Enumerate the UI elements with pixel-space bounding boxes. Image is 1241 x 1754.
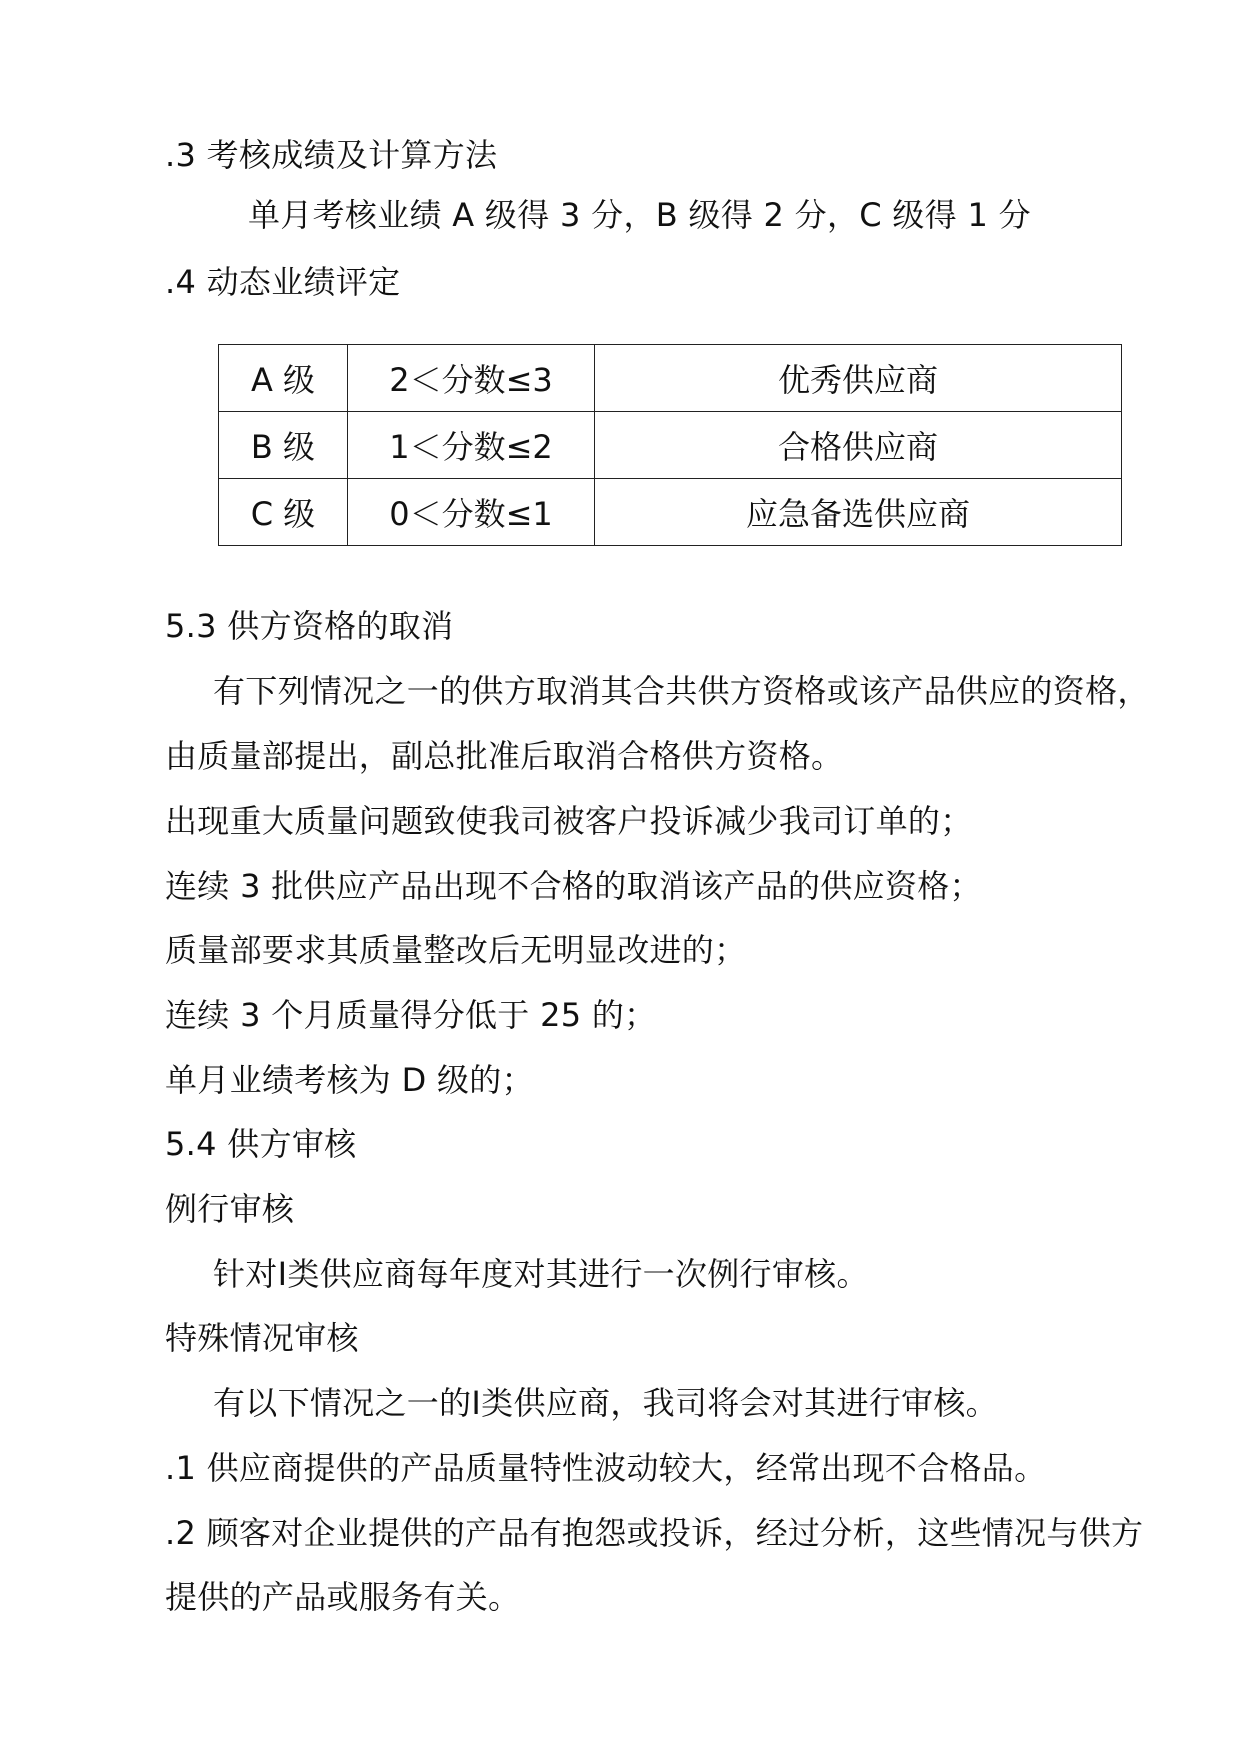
section-heading-assessment: .3 考核成绩及计算方法 [165,136,498,174]
range-cell: 0＜分数≤1 [348,479,595,546]
label-cell: 合格供应商 [595,412,1122,479]
special-audit-point-continued: 提供的产品或服务有关。 [165,1578,521,1616]
routine-audit-heading: 例行审核 [165,1190,295,1228]
cancel-intro-line1: 有下列情况之一的供方取消其合共供方资格或该产品供应的资格， [213,672,1150,710]
section-heading-audit: 5.4 供方审核 [165,1125,357,1163]
cancel-item: 出现重大质量问题致使我司被客户投诉减少我司订单的； [165,802,973,840]
label-cell: 优秀供应商 [595,345,1122,412]
section-heading-cancel: 5.3 供方资格的取消 [165,607,454,645]
cancel-item: 质量部要求其质量整改后无明显改进的； [165,931,747,969]
table-row [219,479,1122,546]
grade-cell: A 级 [219,345,348,412]
scoring-rule-text: 单月考核业绩 A 级得 3 分，B 级得 2 分，C 级得 1 分 [248,196,1031,234]
table-row [219,412,1122,479]
table-row [219,345,1122,412]
grade-cell: C 级 [219,479,348,546]
special-audit-heading: 特殊情况审核 [165,1319,359,1357]
cancel-intro-line2: 由质量部提出，副总批准后取消合格供方资格。 [165,737,844,775]
special-audit-text: 有以下情况之一的Ⅰ类供应商，我司将会对其进行审核。 [213,1384,998,1422]
cancel-item: 连续 3 批供应产品出现不合格的取消该产品的供应资格； [165,867,982,905]
routine-audit-text: 针对Ⅰ类供应商每年度对其进行一次例行审核。 [213,1255,869,1293]
special-audit-point: .2 顾客对企业提供的产品有抱怨或投诉，经过分析，这些情况与供方 [165,1514,1144,1552]
special-audit-point: .1 供应商提供的产品质量特性波动较大，经常出现不合格品。 [165,1449,1047,1487]
range-cell: 2＜分数≤3 [348,345,595,412]
grade-cell: B 级 [219,412,348,479]
cancel-item: 连续 3 个月质量得分低于 25 的； [165,996,657,1034]
cancel-item: 单月业绩考核为 D 级的； [165,1061,534,1099]
grade-table [218,344,1122,546]
label-cell: 应急备选供应商 [595,479,1122,546]
section-heading-dynamic: .4 动态业绩评定 [165,263,401,301]
range-cell: 1＜分数≤2 [348,412,595,479]
